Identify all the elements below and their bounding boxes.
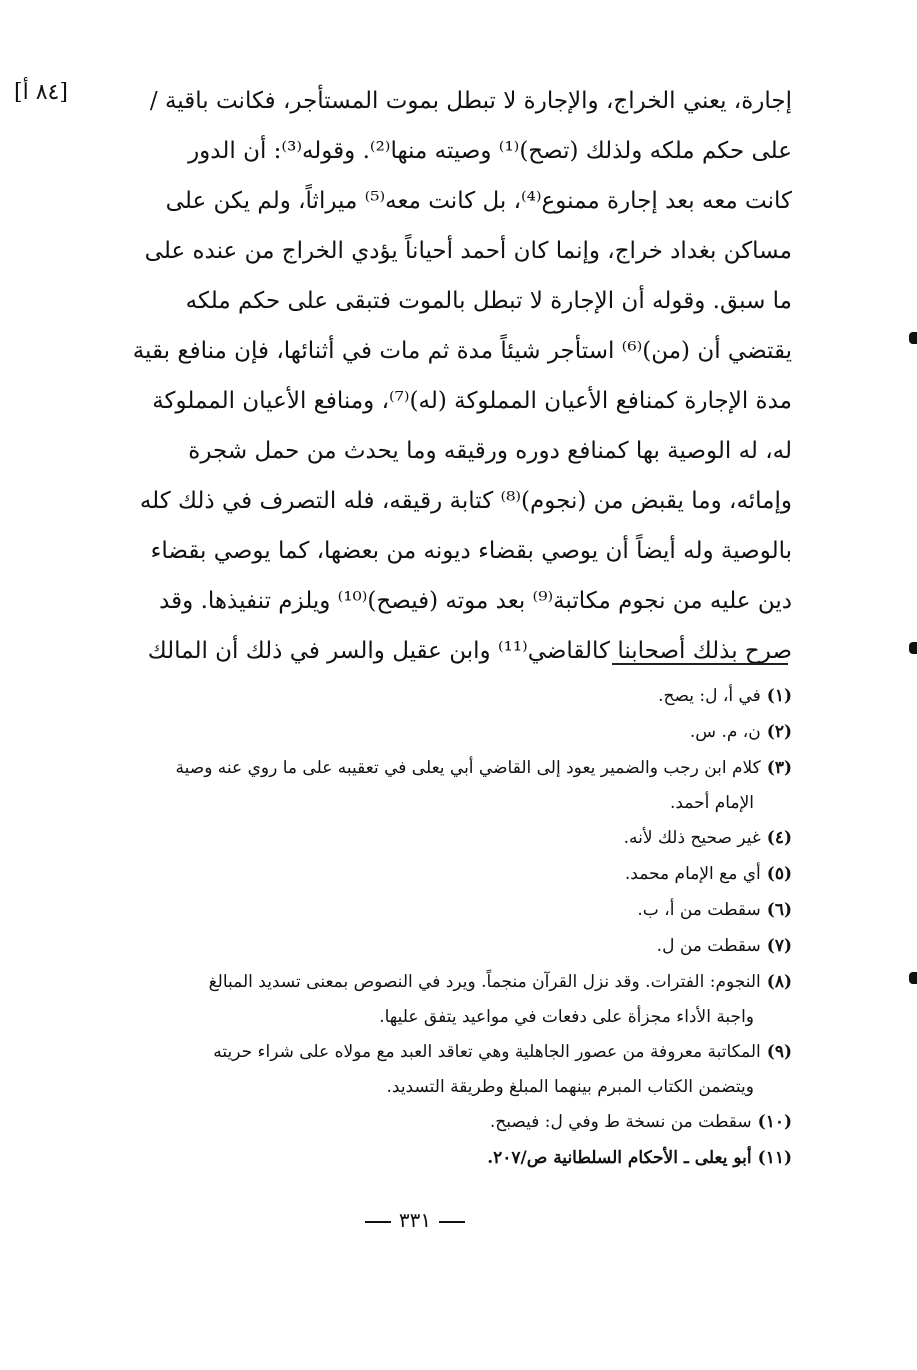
footnote-number: (٥) [766, 864, 792, 884]
footnote-text: سقطت من ل. [656, 936, 761, 956]
footnote-text: سقطت من نسخة ط وفي ل: فيصبح. [489, 1112, 752, 1132]
page-number [0, 1208, 830, 1232]
main-text-line: صرح بذلك أصحابنا كالقاضي⁽¹¹⁾ وابن عقيل والسر في ذلك أن المالك [147, 638, 792, 664]
footnote-number: (٩) [766, 1042, 792, 1062]
main-text-line: مساكن بغداد خراج، وإنما كان أحمد أحياناً يؤدي الخراج من عنده على [144, 238, 792, 264]
footnote-number: (٢) [766, 722, 792, 742]
page-number-dash [439, 1221, 465, 1223]
footnote-text: في أ، ل: يصح. [658, 686, 761, 706]
footnote-4 [80, 820, 792, 856]
footnote-text: المكاتبة معروفة من عصور الجاهلية وهي تعاقد العبد مع مولاه على شراء حريته [213, 1042, 761, 1062]
folio-marker: [٨٤ أ] [14, 80, 68, 105]
footnote-2 [80, 714, 792, 750]
edge-ink-mark [909, 332, 917, 344]
main-text-line: له، له الوصية بها كمنافع دوره ورقيقه وما يحدث من حمل شجرة [188, 438, 792, 464]
footnote-text: سقطت من أ، ب. [637, 900, 761, 920]
page-number-dash [365, 1221, 391, 1223]
main-text-line: وإمائه، وما يقبض من (نجوم)⁽⁸⁾ كتابة رقيقه، فله التصرف في ذلك كله [139, 488, 792, 514]
edge-ink-mark [909, 972, 917, 984]
footnote-11 [80, 1140, 792, 1176]
main-text-line: على حكم ملكه ولذلك (تصح)⁽¹⁾ وصيته منها⁽²⁾. وقوله⁽³⁾: أن الدور [188, 138, 792, 164]
footnote-text: غير صحيح ذلك لأنه. [623, 828, 761, 848]
footnote-text: ن، م. س. [689, 722, 761, 742]
main-text-line: مدة الإجارة كمنافع الأعيان المملوكة (له)⁽⁷⁾، ومنافع الأعيان المملوكة [152, 388, 792, 414]
main-text-line: كانت معه بعد إجارة ممنوع⁽⁴⁾، بل كانت معه⁽⁵⁾ ميراثاً، ولم يكن على [165, 188, 792, 214]
footnote-8 [80, 964, 792, 1034]
footnote-number: (٦) [766, 900, 792, 920]
footnote-9 [80, 1034, 792, 1104]
footnote-3 [80, 750, 792, 820]
footnote-number: (٨) [766, 972, 792, 992]
footnote-text: أبو يعلى ـ الأحكام السلطانية ص/٢٠٧. [487, 1148, 752, 1168]
footnote-text: النجوم: الفترات. وقد نزل القرآن منجماً. ويرد في النصوص بمعنى تسديد المبالغ [208, 972, 761, 992]
footnote-5 [80, 856, 792, 892]
footnote-continuation: ويتضمن الكتاب المبرم بينهما المبلغ وطريقة التسديد. [386, 1077, 754, 1097]
footnote-text: أي مع الإمام محمد. [624, 864, 761, 884]
footnote-1 [80, 678, 792, 714]
footnote-number: (٤) [766, 828, 792, 848]
footnotes-block [80, 678, 792, 1176]
footnote-number: (٧) [766, 936, 792, 956]
footnote-continuation: واجبة الأداء مجزأة على دفعات في مواعيد يتفق عليها. [379, 1007, 754, 1027]
footnote-number: (١١) [757, 1148, 792, 1168]
main-text-line: يقتضي أن (من)⁽⁶⁾ استأجر شيئاً مدة ثم مات في أثنائها، فإن منافع بقية [132, 338, 792, 364]
footnote-text: كلام ابن رجب والضمير يعود إلى القاضي أبي يعلى في تعقيبه على ما روي عنه وصية [175, 758, 761, 778]
main-text-line: إجارة، يعني الخراج، والإجارة لا تبطل بموت المستأجر، فكانت باقية / [149, 88, 792, 114]
footnote-10 [80, 1104, 792, 1140]
page-number-value: ٣٣١ [398, 1208, 432, 1232]
footnote-number: (٣) [766, 758, 792, 778]
main-text-line: بالوصية وله أيضاً أن يوصي بقضاء ديونه من بعضها، كما يوصي بقضاء [150, 538, 792, 564]
footnote-7 [80, 928, 792, 964]
footnote-number: (١٠) [757, 1112, 792, 1132]
main-text-line: دين عليه من نجوم مكاتبة⁽⁹⁾ بعد موته (فيصح)⁽¹⁰⁾ ويلزم تنفيذها. وقد [159, 588, 792, 614]
edge-ink-mark [909, 642, 917, 654]
footnote-separator [612, 663, 788, 665]
footnote-6 [80, 892, 792, 928]
main-text-line: ما سبق. وقوله أن الإجارة لا تبطل بالموت فتبقى على حكم ملكه [185, 288, 792, 314]
footnote-continuation: الإمام أحمد. [669, 793, 754, 813]
footnote-number: (١) [766, 686, 792, 706]
main-text-block [80, 76, 792, 676]
